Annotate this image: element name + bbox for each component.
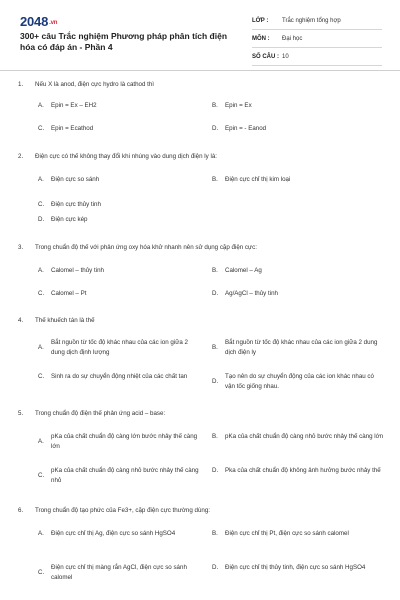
question-text [18,316,388,325]
option-text: pKa của chất chuẩn độ càng nhỏ bước nhảy thế càng nhỏ [51,467,199,484]
question-stem: Trong chuẩn độ điện thế phản ứng acid – base: [35,410,166,417]
question-text [18,409,388,418]
option-6c[interactable] [38,563,203,582]
option-text: Sinh ra do sự chuyển động nhiệt của các chất tan [51,373,188,380]
question-2 [18,152,388,161]
option-3b[interactable] [212,266,382,276]
option-letter: B. [212,530,218,537]
option-6b[interactable] [212,529,384,539]
option-letter: D. [38,216,45,223]
option-letter: D. [212,564,219,571]
option-letter: C. [38,373,45,380]
meta-row-class [252,12,382,30]
meta-value: Trắc nghiệm tổng hợp [282,17,341,24]
option-6a[interactable] [38,529,203,539]
option-text: Epin = Ex – EH2 [51,102,97,109]
option-4b[interactable] [212,338,384,357]
option-text: pKa của chất chuẩn độ càng nhỏ bước nhảy thế càng lớn [225,433,384,440]
option-text: Điện cực so sánh [51,176,100,183]
option-1a[interactable] [38,101,198,111]
option-letter: B. [212,176,218,183]
option-letter: D. [212,467,219,474]
option-letter: D. [212,290,219,297]
question-6 [18,506,388,515]
option-text: Điện cực chỉ thị Pt, điện cực so sánh calomel [225,530,349,537]
option-letter: B. [212,102,218,109]
page-header [0,0,400,70]
question-stem: Thế khuếch tán là thế [35,317,95,324]
meta-label: SỐ CÂU : [252,53,279,60]
question-stem: Nếu X là anod, điện cực hydro là cathod thì [35,81,155,88]
option-letter: A. [38,267,44,274]
question-stem: Điện cực có thế không thay đổi khi nhúng vào dung dịch điện ly là: [35,153,217,160]
option-1d[interactable] [212,124,382,134]
option-6d[interactable] [212,563,384,573]
option-letter: B. [212,267,218,274]
option-letter: D. [212,125,219,132]
option-text: Ag/AgCl – thủy tinh [225,290,278,297]
option-text: Calomel – Ag [225,267,262,274]
question-1 [18,80,388,89]
meta-value: Đại học [282,35,303,42]
question-text [18,506,388,515]
question-4 [18,316,388,325]
question-number: 6. [18,507,24,514]
meta-label: MÔN : [252,35,270,42]
site-logo[interactable] [20,14,57,29]
option-1b[interactable] [212,101,382,111]
option-text: Điện cực chỉ thị màng rắn AgCl, điện cực so sánh calomel [51,564,187,581]
logo-text: 2048 [20,14,49,29]
question-5 [18,409,388,418]
option-5d[interactable] [212,466,384,476]
option-text: Điện cực chỉ thị Ag, điện cực so sánh HgSO4 [51,530,176,537]
option-text: Epin = Ex [225,102,252,109]
option-letter: A. [38,530,44,537]
logo-suffix: .vn [49,19,58,26]
option-text: Điện cực thủy tinh [51,201,101,208]
question-text [18,243,388,252]
option-text: Điện cực kép [51,216,88,223]
option-2a[interactable] [38,175,198,185]
option-text: Calomel – thủy tinh [51,267,104,274]
option-3a[interactable] [38,266,198,276]
option-text: Calomel – Pt [51,290,87,297]
option-5b[interactable] [212,432,384,442]
question-stem: Trong chuẩn độ tạo phức của Fe3+, cặp điện cực thường dùng: [35,507,211,514]
meta-row-subject [252,30,382,48]
question-number: 1. [18,81,24,88]
option-letter: A. [38,102,44,109]
option-letter: C. [38,201,45,208]
option-letter: A. [38,176,44,183]
document-title: 300+ câu Trắc nghiệm Phương pháp phân tích điện hóa có đáp án - Phần 4 [20,31,228,52]
meta-row-count [252,48,382,66]
option-text: Điện cực chỉ thị thủy tinh, điện cực so sánh HgSO4 [225,564,366,571]
option-letter: A. [38,343,44,351]
question-number: 4. [18,317,24,324]
question-text [18,152,388,161]
question-number: 2. [18,153,24,160]
option-letter: C. [38,125,45,132]
option-1c[interactable] [38,124,198,134]
option-3c[interactable] [38,289,198,299]
meta-label: LỚP : [252,17,269,24]
question-text [18,80,388,89]
option-letter: D. [212,377,219,385]
option-5c[interactable] [38,466,203,485]
option-4c[interactable] [38,372,203,382]
option-2c[interactable] [38,200,198,210]
option-text: Tạo nên do sự chuyển động của các ion khác nhau có vận tốc giống nhau. [225,373,374,390]
option-letter: A. [38,437,44,445]
option-4a[interactable] [38,338,203,357]
option-text: Epin = - Eanod [225,125,267,132]
option-letter: C. [38,290,45,297]
header-divider [0,70,400,71]
question-number: 5. [18,410,24,417]
option-letter: C. [38,471,45,479]
option-text: Điện cực chỉ thị kim loại [225,176,291,183]
question-number: 3. [18,244,24,251]
question-stem: Trong chuẩn độ thế với phản ứng oxy hóa khử nhanh nên sử dụng cặp điện cực: [35,244,257,251]
option-3d[interactable] [212,289,382,299]
option-2b[interactable] [212,175,382,185]
question-3 [18,243,388,252]
option-text: Bắt nguồn từ tốc độ khác nhau của các ion giữa 2 dung dịch định lượng [51,339,188,356]
meta-table [252,12,382,66]
option-2d[interactable] [38,215,198,225]
option-5a[interactable] [38,432,203,451]
meta-value: 10 [282,53,289,60]
option-text: pKa của chất chuẩn độ càng lớn bước nhảy thế càng lớn [51,433,198,450]
option-text: Bắt nguồn từ tốc độ khác nhau của các ion giữa 2 dung dịch điện ly [225,339,378,356]
option-4d[interactable] [212,372,384,391]
option-text: Pka của chất chuẩn độ không ảnh hưởng bước nhảy thế [225,467,381,474]
option-letter: C. [38,568,45,576]
option-text: Epin = Ecathod [51,125,94,132]
option-letter: B. [212,433,218,440]
option-letter: B. [212,343,218,351]
